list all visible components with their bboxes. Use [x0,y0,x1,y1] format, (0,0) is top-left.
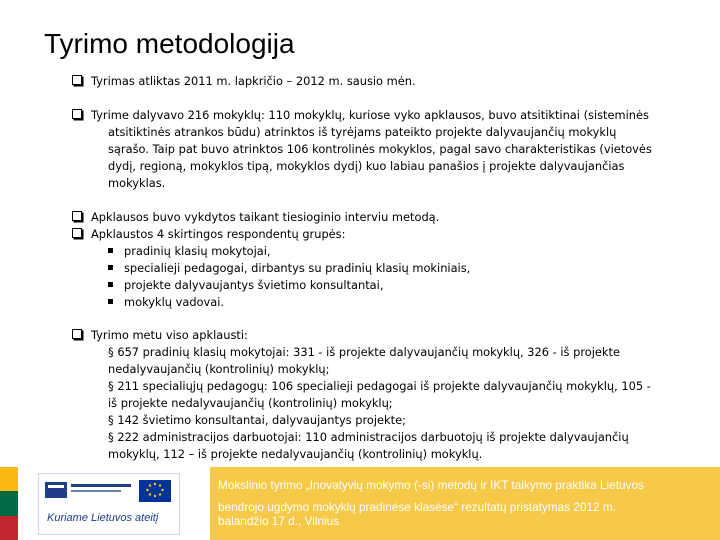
list-item: specialieji pedagogai, dirbantys su pradinių klasių mokiniais, [72,260,672,277]
footer: Kuriame Lietuvos ateitį Mokslinio tyrimo „Inovatyvių mokymo (-si) metodų ir IKT taikymo praktika Lietuvos bendrojo ugdymo mokyklų pradinėse klasėse“ rezultatų pristatymas 2012 m. balandžio 17 d., Vilnius [0,467,720,540]
eu-funds-logo [38,473,180,535]
square-bullet-icon [108,248,113,253]
page-title: Tyrimo metodologija [44,28,295,59]
checkbox-bullet-icon [72,211,82,221]
list-item: projekte dalyvaujantys švietimo konsultantai, [72,277,672,294]
lithuanian-flag-stripes [0,467,18,540]
checkbox-bullet-icon [72,75,82,85]
paragraph-dates: Tyrimas atliktas 2011 m. lapkričio – 2012 m. sausio mėn. [72,73,672,90]
eu-logo-icon [39,474,179,534]
paragraph-method: Apklausos buvo vykdytos taikant tiesioginio interviu metodą. Apklaustos 4 skirtingos respondentų grupės: pradinių klasių mokytojai, specialieji pedagogai, dirbantys su pradinių klasių mokiniais, projekte dalyvaujantys švietimo konsultantai, mokyklų vadovai. [72,209,672,311]
logo-slogan: Kuriame Lietuvos ateitį [47,512,159,524]
checkbox-bullet-icon [72,109,82,119]
square-bullet-icon [108,282,113,287]
paragraph-respondents: Tyrimo metu viso apklausti: § 657 pradinių klasių mokytojai: 331 - iš projekte dalyvaujančių mokyklų, 326 - iš projekte nedalyvaujančių (kontrolinių) mokyklų; § 211 specialiųjų pedagogų: 106 specialieji pedagogai iš projekte dalyvaujančių mokyklų, 105 - iš projekte nedalyvaujančių (kontrolinių) mokyklų; § 142 švietimo konsultantai, dalyvaujantys projekte; § 222 administracijos darbuotojai: 110 administracijos darbuotojų iš projekte dalyvaujančių mokyklų, 112 – iš projekte nedalyvaujančių (kontrolinių) mokyklų. [72,327,672,463]
paragraph-schools: Tyrime dalyvavo 216 mokyklų: 110 mokyklų, kuriose vyko apklausos, buvo atsitiktinai (sisteminės atsitiktinės atrankos būdu) atrinktos iš tyrėjams pateikto projekte dalyvaujančių mokyklų sąrašo. Taip pat buvo atrinktos 106 kontrolinės mokyklos, pagal savo charakteristikas (vietovės dydį, regioną, mokyklos tipą, mokyklos dydį) kuo labiau panašios į projekte dalyvaujančias mokyklas. [72,107,672,192]
checkbox-bullet-icon [72,228,82,238]
list-item: mokyklų vadovai. [72,294,672,311]
checkbox-bullet-icon [72,329,82,339]
square-bullet-icon [108,299,113,304]
list-item: pradinių klasių mokytojai, [72,243,672,260]
square-bullet-icon [108,265,113,270]
